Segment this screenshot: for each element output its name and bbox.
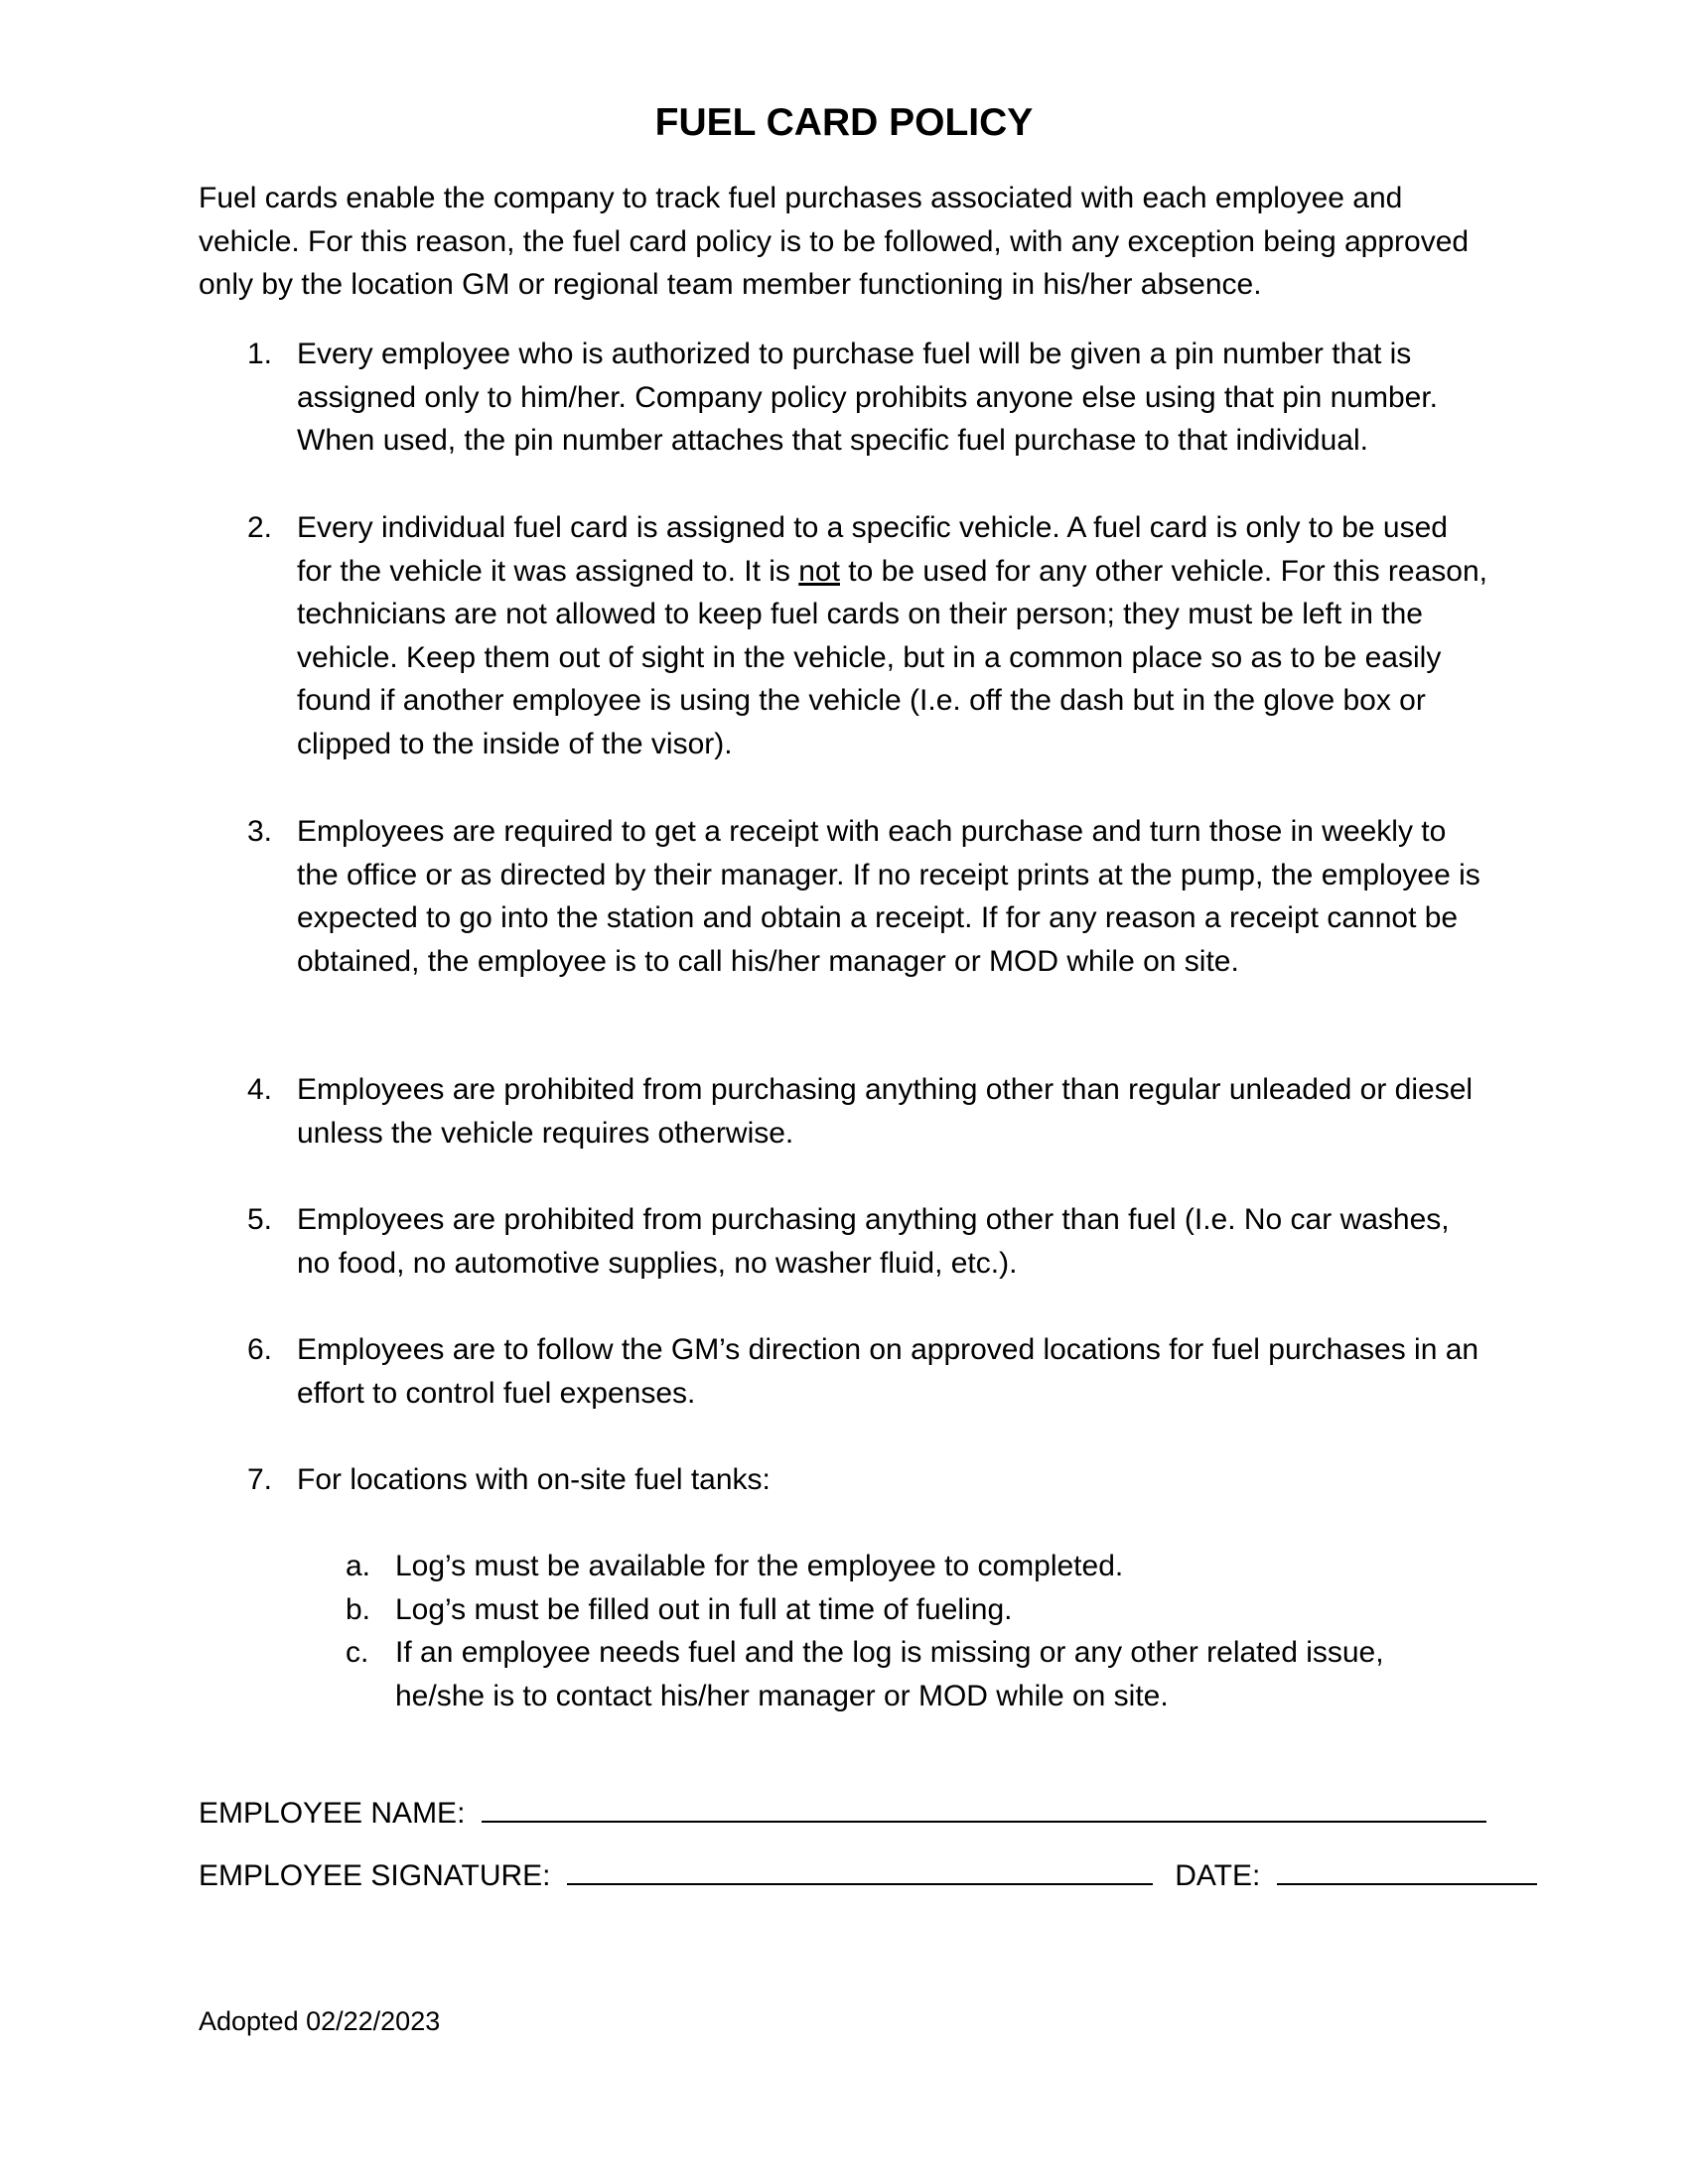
adopted-date: Adopted 02/22/2023 xyxy=(199,2006,441,2036)
sub-item-letter: b. xyxy=(346,1593,371,1626)
item-text: Every employee who is authorized to purchase fuel will be given a pin number that is assigned only to him/her. Company policy prohibits anyone else using that pin number. When used, the pin number attaches that specific fuel purchase to that individual. xyxy=(297,338,1439,457)
item-text xyxy=(297,506,1488,765)
item-text: Employees are prohibited from purchasing anything other than regular unleaded or diesel unless the vehicle requires otherwise. xyxy=(297,1073,1474,1150)
item-text: Employees are to follow the GM’s direction on approved locations for fuel purchases in an effort to control fuel expenses. xyxy=(297,1333,1479,1410)
item-number: 3. xyxy=(247,815,273,848)
item-text: For locations with on-site fuel tanks: xyxy=(297,1463,771,1496)
intro-paragraph: Fuel cards enable the company to track fuel purchases associated with each employee and vehicle. For this reason, the fuel card policy is to be followed, with any exception being approved only by the location GM or regional team member functioning in his/her absence. xyxy=(199,182,1470,301)
sub-item-text: If an employee needs fuel and the log is missing or any other related issue, he/she is to contact his/her manager or MOD while on site. xyxy=(395,1636,1384,1712)
employee-signature-label: EMPLOYEE SIGNATURE: xyxy=(199,1859,551,1892)
item-number: 5. xyxy=(247,1203,273,1236)
item-text-part: to be used for any other vehicle. For this reason, technicians are not allowed to keep fuel cards on their person; they must be left in the vehicle. Keep them out of sight in the vehicle, but in a common place so as to be easily found if another employee is using the vehicle (I.e. off the dash but in the glove box or clipped to the inside of the visor). xyxy=(297,554,1487,760)
item-number: 7. xyxy=(247,1463,273,1496)
sub-item-letter: c. xyxy=(346,1636,369,1669)
employee-name-row xyxy=(199,1791,1486,1834)
employee-signature-row xyxy=(199,1853,1537,1896)
employee-name-line[interactable] xyxy=(482,1791,1486,1823)
employee-signature-line[interactable] xyxy=(567,1853,1153,1885)
sub-item-text: Log’s must be available for the employee to completed. xyxy=(395,1550,1124,1582)
item-text: Employees are prohibited from purchasing anything other than fuel (I.e. No car washes, no food, no automotive supplies, no washer fluid, etc.). xyxy=(297,1203,1450,1280)
item-number: 2. xyxy=(247,511,273,544)
item-number: 1. xyxy=(247,338,273,370)
date-label: DATE: xyxy=(1175,1859,1261,1892)
sub-item-text: Log’s must be filled out in full at time of fueling. xyxy=(395,1593,1013,1626)
item-number: 4. xyxy=(247,1073,273,1106)
page-title: FUEL CARD POLICY xyxy=(654,101,1034,144)
item-text: Employees are required to get a receipt with each purchase and turn those in weekly to the office or as directed by their manager. If no receipt prints at the pump, the employee is expected to go into the station and obtain a receipt. If for any reason a receipt cannot be obtained, the employee is to call his/her manager or MOD while on site. xyxy=(297,815,1480,978)
employee-name-label: EMPLOYEE NAME: xyxy=(199,1797,466,1830)
item-number: 6. xyxy=(247,1333,273,1366)
underlined-emphasis: not xyxy=(798,554,840,588)
item-text-part: Every individual fuel card is assigned to a specific vehicle. A fuel card is only to be used for the vehicle it was assigned to. It is xyxy=(297,511,1448,588)
sub-item-letter: a. xyxy=(346,1550,371,1582)
date-line[interactable] xyxy=(1277,1853,1537,1885)
